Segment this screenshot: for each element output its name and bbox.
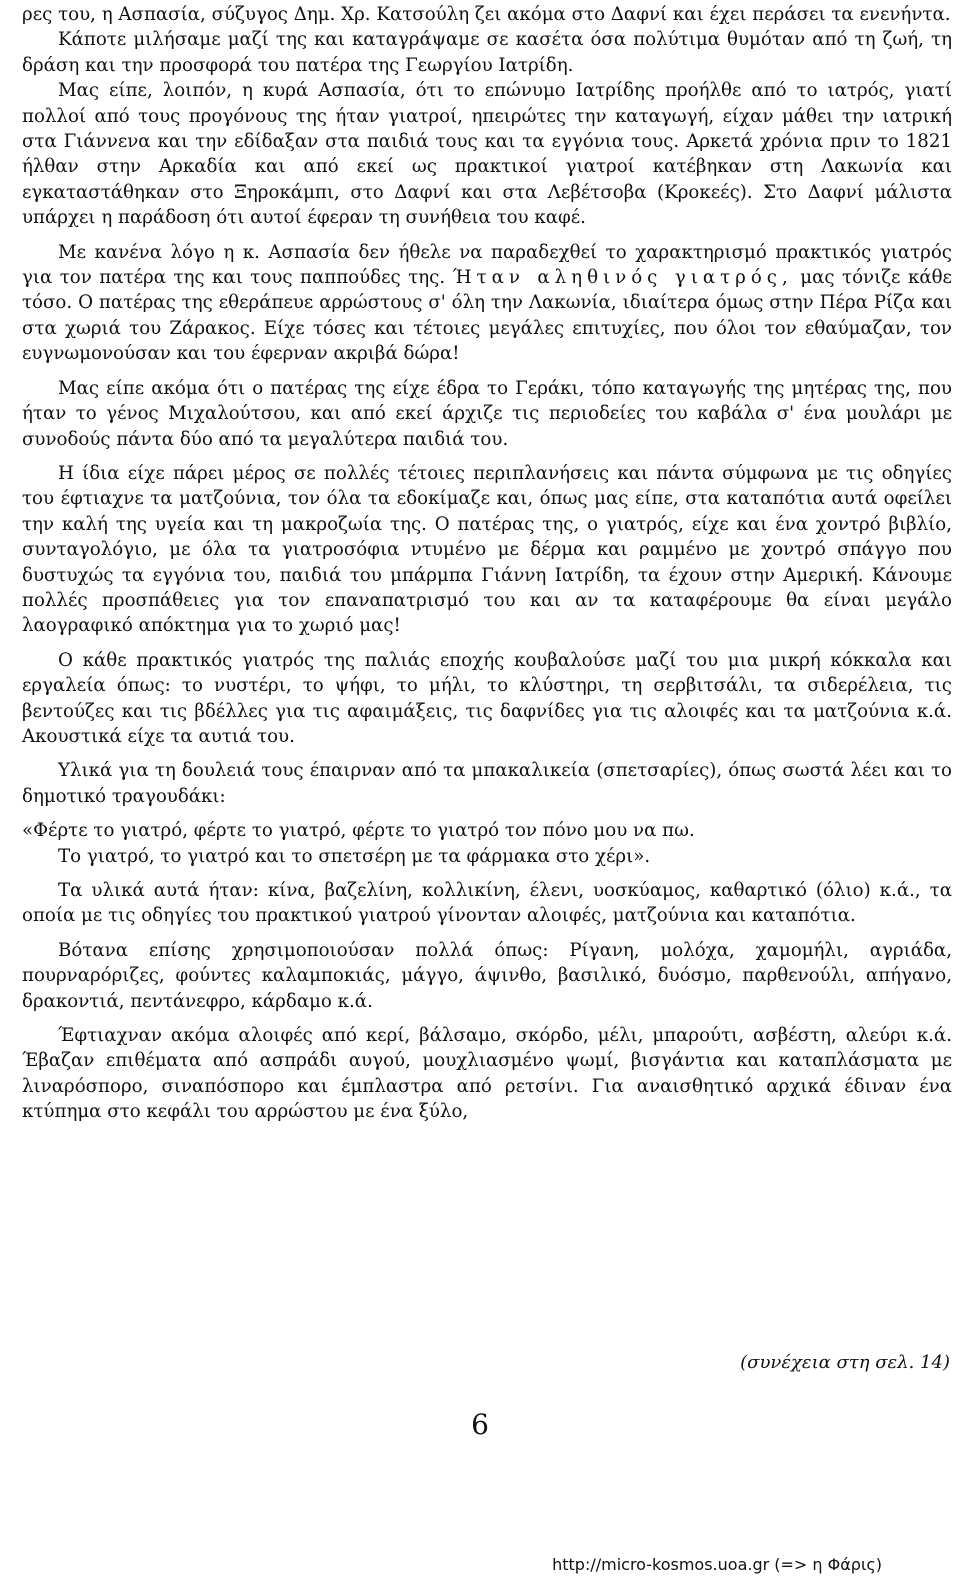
paragraph-4: [22, 240, 952, 367]
paragraph-3: Μας είπε, λοιπόν, η κυρά Ασπασία, ότι το επώνυμο Ιατρίδης προήλθε από το ιατρός, γιατί πολλοί από τους προγόνους της ήταν γιατροί, ηπειρώτες την καταγωγή, είχαν μάθει την ιατρική στα Γιάννενα και την εδίδαξαν στα παιδιά τους και τα εγγόνια τους. Αρκετά χρόνια πριν το 1821 ήλθαν στην Αρκαδία και από εκεί ως πρακτικοί γιατροί κατέβηκαν στη Λακωνία και εγκαταστάθηκαν στο Ξηροκάμπι, στο Δαφνί και στα Λεβέτσοβα (Κροκεές). Στο Δαφνί μάλιστα υπάρχει η παράδοση ότι αυτοί έφεραν τη συνήθεια του καφέ.: [22, 80, 952, 229]
paragraph-9: Τα υλικά αυτά ήταν: κίνα, βαζελίνη, κολλικίνη, έλενι, υοσκύαμος, καθαρτικό (όλιο) κ.ά., τα οποία με τις οδηγίες του πρακτικού γιατρού γίνονταν αλοιφές, ματζούνια και καταπότια.: [22, 880, 952, 927]
verse-line-2: Το γιατρό, το γιατρό και το σπετσέρη με τα φάρμακα στο χέρι».: [58, 845, 651, 867]
paragraph-5: Μας είπε ακόμα ότι ο πατέρας της είχε έδρα το Γεράκι, τόπο καταγωγής της μητέρας της, που ήταν το γένος Μιχαλούτσου, και από εκεί άρχιζε τις περιοδείες του καβάλα σ' ένα μουλάρι με συνοδούς πάντα δύο από τα μεγαλύτερα παιδιά του.: [22, 377, 952, 450]
continuation-note: (συνέχεια στη σελ. 14): [740, 1352, 950, 1373]
folk-song-verse: [22, 818, 952, 869]
footer-url[interactable]: http://micro-kosmos.uoa.gr (=> η Φάρις): [552, 1555, 882, 1574]
paragraph-11: Έφτιαχναν ακόμα αλοιφές από κερί, βάλσαμο, σκόρδο, μέλι, μπαρούτι, ασβέστη, αλεύρι κ.ά. Έβαζαν επιθέματα από ασπράδι αυγού, μουχλιασμένο ψωμί, βισγάντια και καταπλάσματα με λιναρόσπορο, σιναπόσπορο και έμπλαστρα από ρετσίνι. Για αναισθητικό αρχικά έδιναν ένα κτύπημα στο κεφάλι του αρρώστου με ένα ξύλο,: [22, 1025, 952, 1123]
document-body: [22, 2, 952, 1125]
paragraph-6: Η ίδια είχε πάρει μέρος σε πολλές τέτοιες περιπλανήσεις και πάντα σύμφωνα με τις οδηγίες του έφτιαχνε τα ματζούνια, τον όλα τα εδοκίμαζε και, όπως μας είπε, στα καταπότια αυτά οφείλει την καλή της υγεία και τη μακροζωία της. Ο πατέρας της, ο γιατρός, είχε και ένα χοντρό βιβλίο, συνταγολόγιο, με όλα τα γιατροσόφια ντυμένο με δέρμα και ραμμένο με χοντρό σπάγγο που δυστυχώς τα εγγόνια του, παιδιά του μπάρμπα Γιάννη Ιατρίδη, τα έχουν στην Αμερική. Κάνουμε πολλές προσπάθειες για τον επαναπατρισμό του και αν τα καταφέρουμε θα είναι μεγάλο λαογραφικό απόκτημα για το χωριό μας!: [22, 462, 952, 637]
paragraph-10: Βότανα επίσης χρησιμοποιούσαν πολλά όπως: Ρίγανη, μολόχα, χαμομήλι, αγριάδα, πουρναρόριζες, φούντες καλαμποκιάς, μάγγο, άψινθο, βασιλικό, δυόσμο, παρθενούλι, απήγανο, δρακοντιά, πεντάνεφρο, κάρδαμο κ.ά.: [22, 939, 952, 1012]
paragraph-7: Ο κάθε πρακτικός γιατρός της παλιάς εποχής κουβαλούσε μαζί του μια μικρή κόκκαλα και εργαλεία όπως: το νυστέρι, το ψήφι, το μήλι, το κλύστηρι, τη σερβιτσάλι, τα σιδερέλεια, τις βεντούζες και τις βδέλλες για τις αφαιμάξεις, τις δαφνίδες για τις αλοιφές και τα ματζούνια κ.ά. Ακουστικά είχε τα αυτιά του.: [22, 649, 952, 747]
paragraph-8: Υλικά για τη δουλειά τους έπαιρναν από τα μπακαλικεία (σπετσαρίες), όπως σωστά λέει και το δημοτικό τραγουδάκι:: [22, 760, 952, 807]
paragraph-2: Κάποτε μιλήσαμε μαζί της και καταγράψαμε σε κασέτα όσα πολύτιμα θυμόταν από τη ζωή, τη δράση και την προσφορά του πατέρα της Γεωργίου Ιατρίδη.: [22, 29, 952, 76]
page-number: 6: [471, 1408, 489, 1441]
paragraph-4-before: Με κανένα λόγο η κ. Ασπασία δεν ήθελε να παραδεχθεί το χαρακτηρισμό πρακτικός γιατρός για τον πατέρα της και τους παππούδες της.: [22, 241, 952, 289]
paragraph-4-emphasis: Ήταν αληθινός γιατρός,: [452, 267, 793, 289]
paragraph-4-after: μας τόνιζε κάθε τόσο. Ο πατέρας της εθεράπευε αρρώστους σ' όλη την Λακωνία, ιδιαίτερα όμως στην Πέρα Ρίζα και στα χωριά του Ζάρακος. Είχε τόσες και τέτοιες μεγάλες επιτυχίες, που όλοι τον εθαύμαζαν, τον ευγνωμονούσαν και του έφερναν ακριβά δώρα!: [22, 267, 952, 365]
paragraph-1: ρες του, η Ασπασία, σύζυγος Δημ. Χρ. Κατσούλη ζει ακόμα στο Δαφνί και έχει περάσει τα ενενήντα.: [22, 4, 951, 25]
verse-line-1: «Φέρτε το γιατρό, φέρτε το γιατρό, φέρτε το γιατρό τον πόνο μου να πω.: [22, 820, 695, 842]
